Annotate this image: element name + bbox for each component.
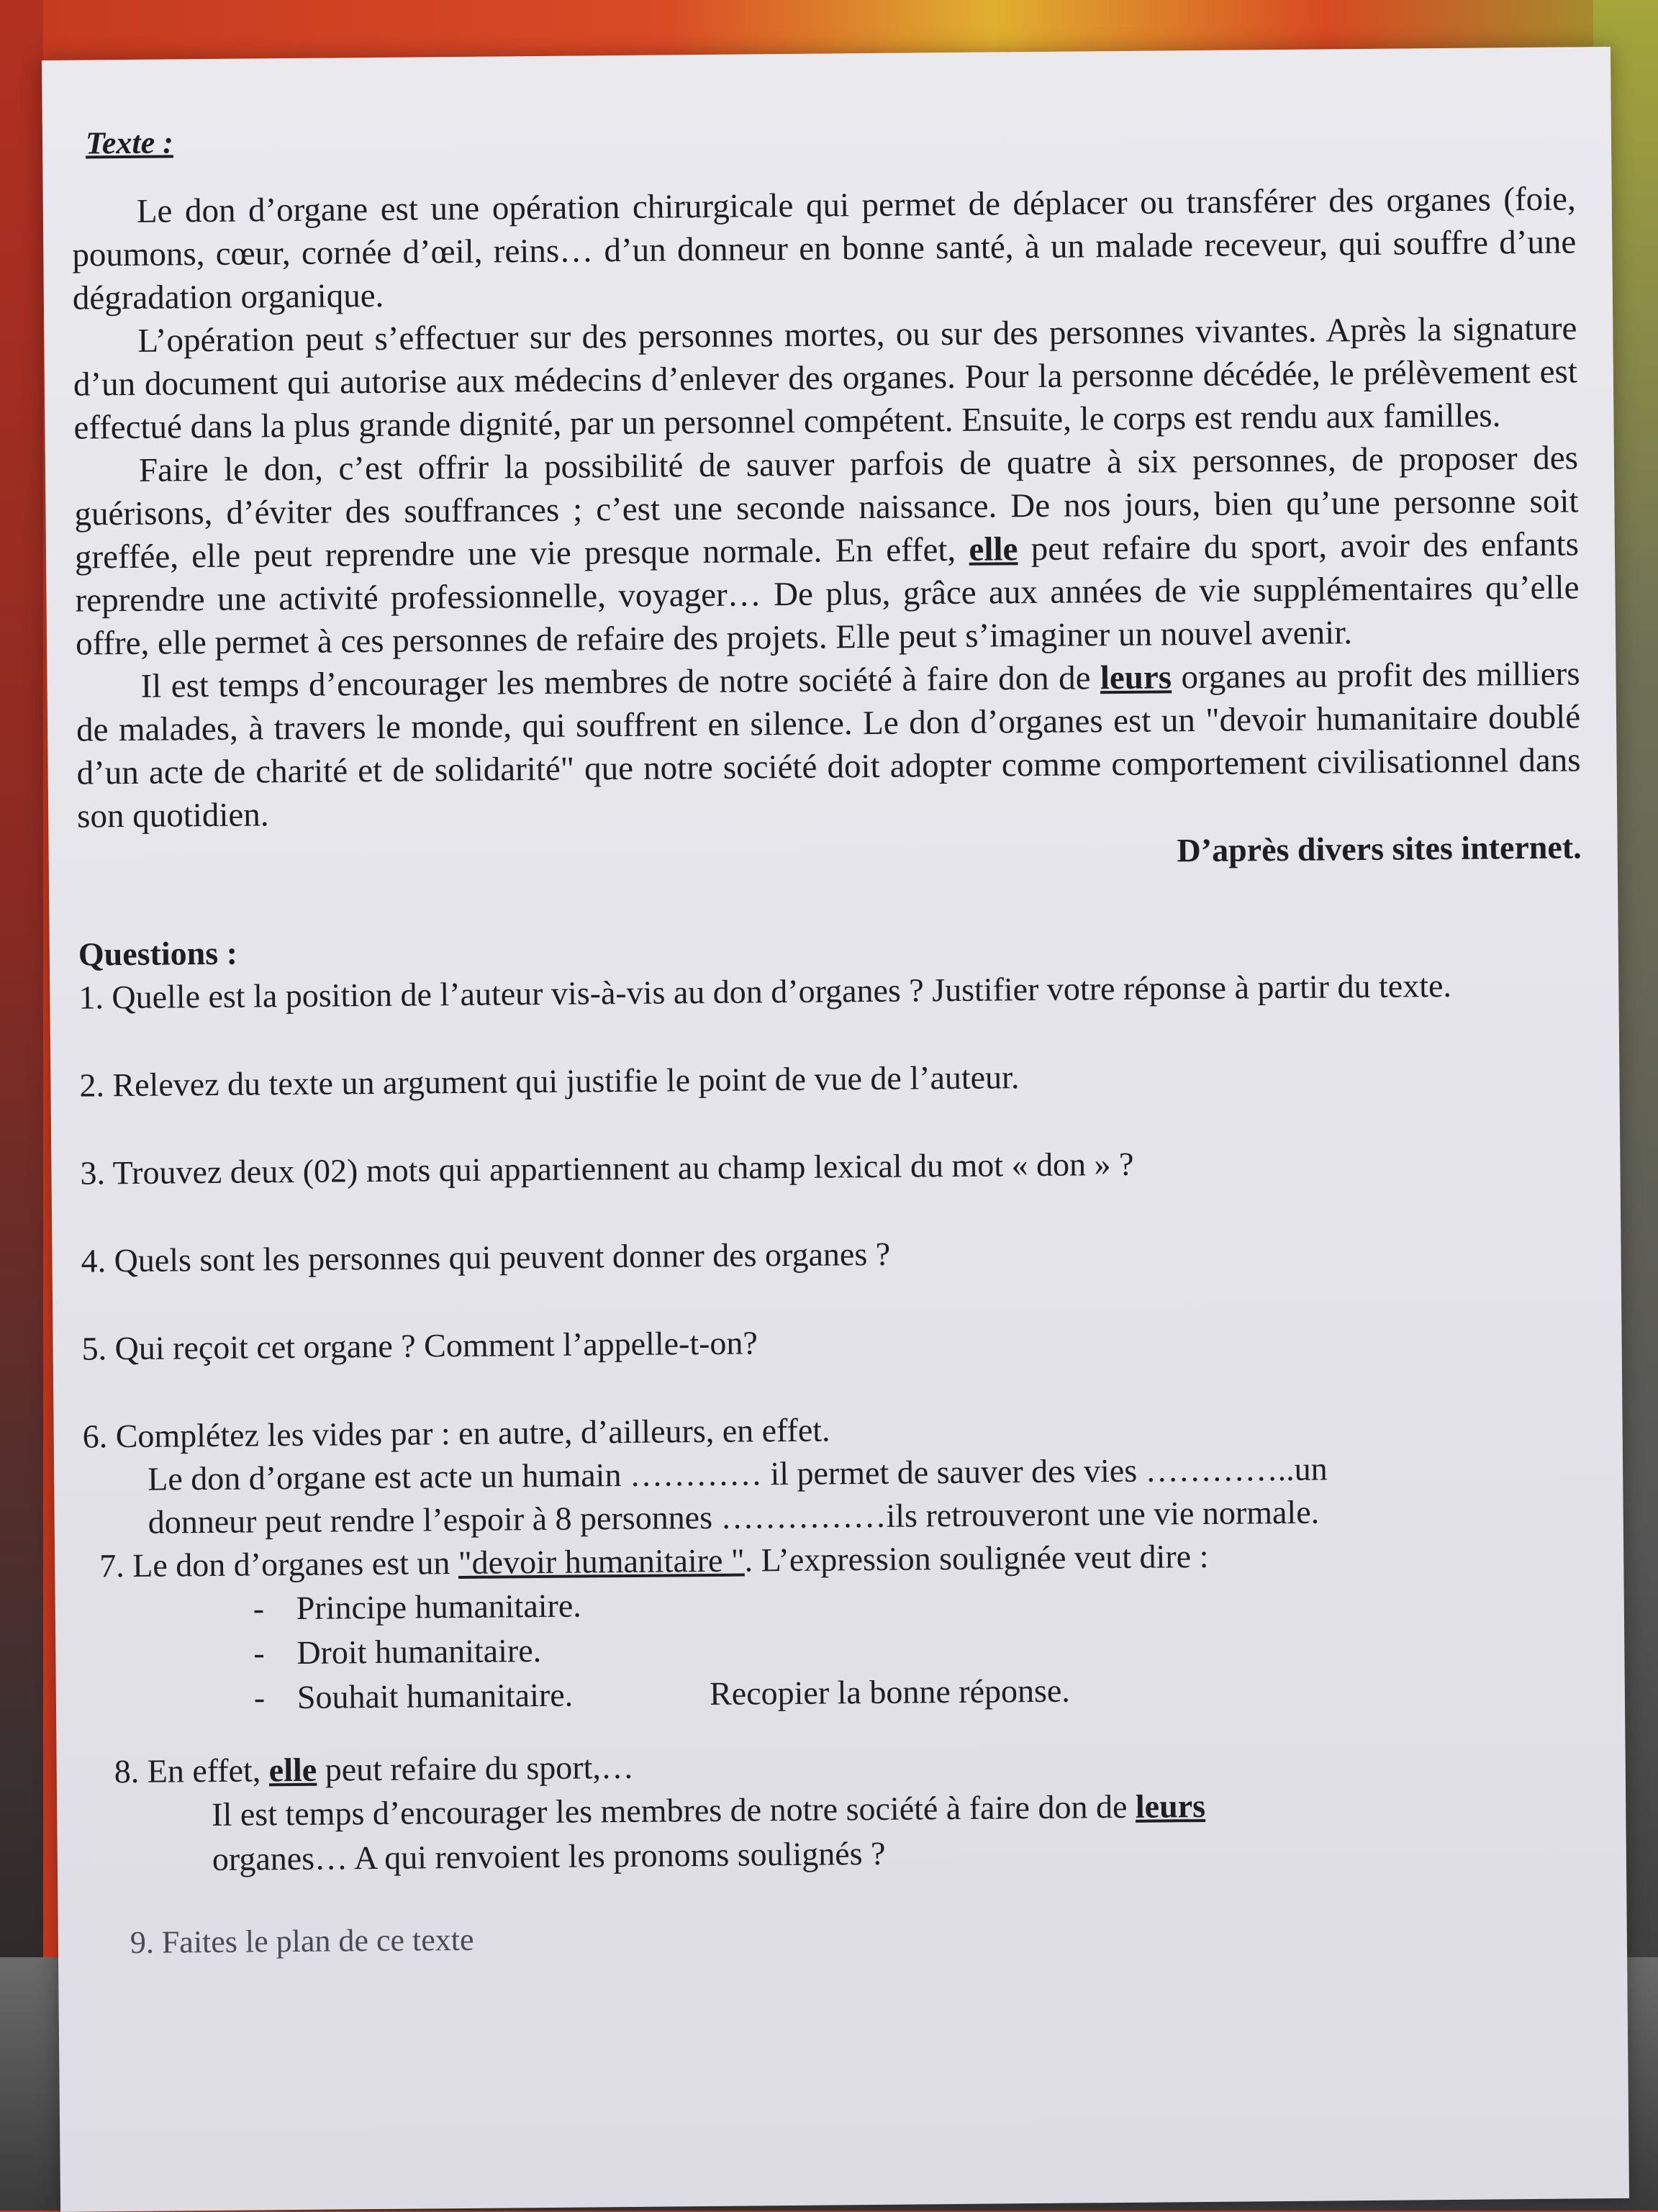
choice-dash: - <box>253 1590 265 1627</box>
choice-principe: Principe humanitaire. <box>296 1587 581 1626</box>
question-7-end: . L’expression soulignée veut dire : <box>744 1537 1209 1579</box>
question-8-underlined-elle: elle <box>268 1751 317 1789</box>
question-3: 3. Trouvez deux (02) mots qui appartiennent au champ lexical du mot « don » ? <box>80 1145 1134 1192</box>
question-6-line-2: donneur peut rendre l’espoir à 8 personnes ……………ils retrouveront une vie normale. <box>148 1493 1320 1541</box>
paper-sheet <box>42 47 1629 2212</box>
question-6-line-1: Le don d’organe est acte un humain ………… il permet de sauver des vies …………..un <box>147 1450 1328 1497</box>
question-4: 4. Quels sont les personnes qui peuvent donner des organes ? <box>81 1235 891 1279</box>
question-7-start: 7. Le don d’organes est un <box>99 1544 459 1585</box>
paragraph-3-after: peut refaire du sport, avoir des enfants reprendre une activité professionnelle, voyager… De plus, grâce aux années de vie supplémentaires qu’elle offre, elle permet à ces personnes de refaire des projets. Elle peut s’imaginer un nouvel avenir. <box>75 525 1580 663</box>
underlined-pronoun-elle: elle <box>969 530 1018 568</box>
question-7-choices <box>84 1574 1590 1721</box>
question-8-start: 8. En effet, <box>114 1751 269 1790</box>
choice-droit: Droit humanitaire. <box>296 1632 542 1671</box>
paragraph-4 <box>76 652 1581 838</box>
choice-dash: - <box>253 1634 265 1672</box>
question-8-underlined-leurs: leurs <box>1135 1787 1206 1825</box>
question-8-line-3: organes… A qui renvoient les pronoms soulignés ? <box>212 1834 886 1878</box>
choice-dash: - <box>253 1679 266 1716</box>
question-9: 9. Faites le plan de ce texte <box>130 1921 474 1961</box>
background-left <box>0 0 43 2211</box>
paragraph-4-before: Il est temps d’encourager les membres de notre société à faire don de <box>140 659 1101 705</box>
paragraph-3 <box>74 436 1580 665</box>
text-heading: Texte : <box>85 124 173 161</box>
paragraph-1: Le don d’organe est une opération chirurgicale qui permet de déplacer ou transférer des organes (foie, poumons, cœur, cornée d’œil, reins… d’un donneur en bonne santé, à un malade receveur, qui souffre d’une dégradation organique. <box>72 180 1577 317</box>
question-6: 6. Complétez les vides par : en autre, d’ailleurs, en effet. <box>82 1411 830 1455</box>
choice-souhait: Souhait humanitaire. <box>296 1676 574 1715</box>
question-7-underlined: "devoir humanitaire " <box>458 1541 745 1582</box>
source-credit: D’après divers sites internet. <box>1177 828 1582 869</box>
sheet-content <box>71 112 1591 1961</box>
question-2: 2. Relevez du texte un argument qui justifie le point de vue de l’auteur. <box>79 1059 1020 1104</box>
underlined-pronoun-leurs: leurs <box>1100 658 1172 697</box>
paragraph-3-before: Faire le don, c’est offrir la possibilité de sauver parfois de quatre à six personnes, de proposer des guérisons, d’éviter des souffrances ; c’est une seconde naissance. De nos jours, bien qu’une personne soit greffée, elle peut reprendre une vie presque normale. En effet, <box>74 439 1579 576</box>
question-1: 1. Quelle est la position de l’auteur vis-à-vis au don d’organes ? Justifier votre réponse à partir du texte. <box>78 966 1452 1016</box>
paragraph-4-after: organes au profit des milliers de malades, à travers le monde, qui souffrent en silence. Le don d’organes est un "devoir humanitaire doublé d’un acte de charité et de solidarité" que notre société doit adopter comme comportement civilisationnel dans son quotidien. <box>76 655 1581 835</box>
questions-title: Questions : <box>78 934 238 973</box>
question-5: 5. Qui reçoit cet organe ? Comment l’appelle-t-on? <box>81 1324 758 1367</box>
question-7-instruction: Recopier la bonne réponse. <box>709 1672 1071 1712</box>
question-8-line-2-start: Il est temps d’encourager les membres de notre société à faire don de <box>212 1787 1136 1833</box>
paragraph-2: L’opération peut s’effectuer sur des personnes mortes, ou sur des personnes vivantes. Après la signature d’un document qui autorise aux médecins d’enlever des organes. Pour la personne décédée, le prélèvement est effectué dans la plus grande dignité, par un personnel compétent. Ensuite, le corps est rendu aux familles. <box>73 309 1578 447</box>
question-8-end: peut refaire du sport,… <box>316 1748 635 1788</box>
